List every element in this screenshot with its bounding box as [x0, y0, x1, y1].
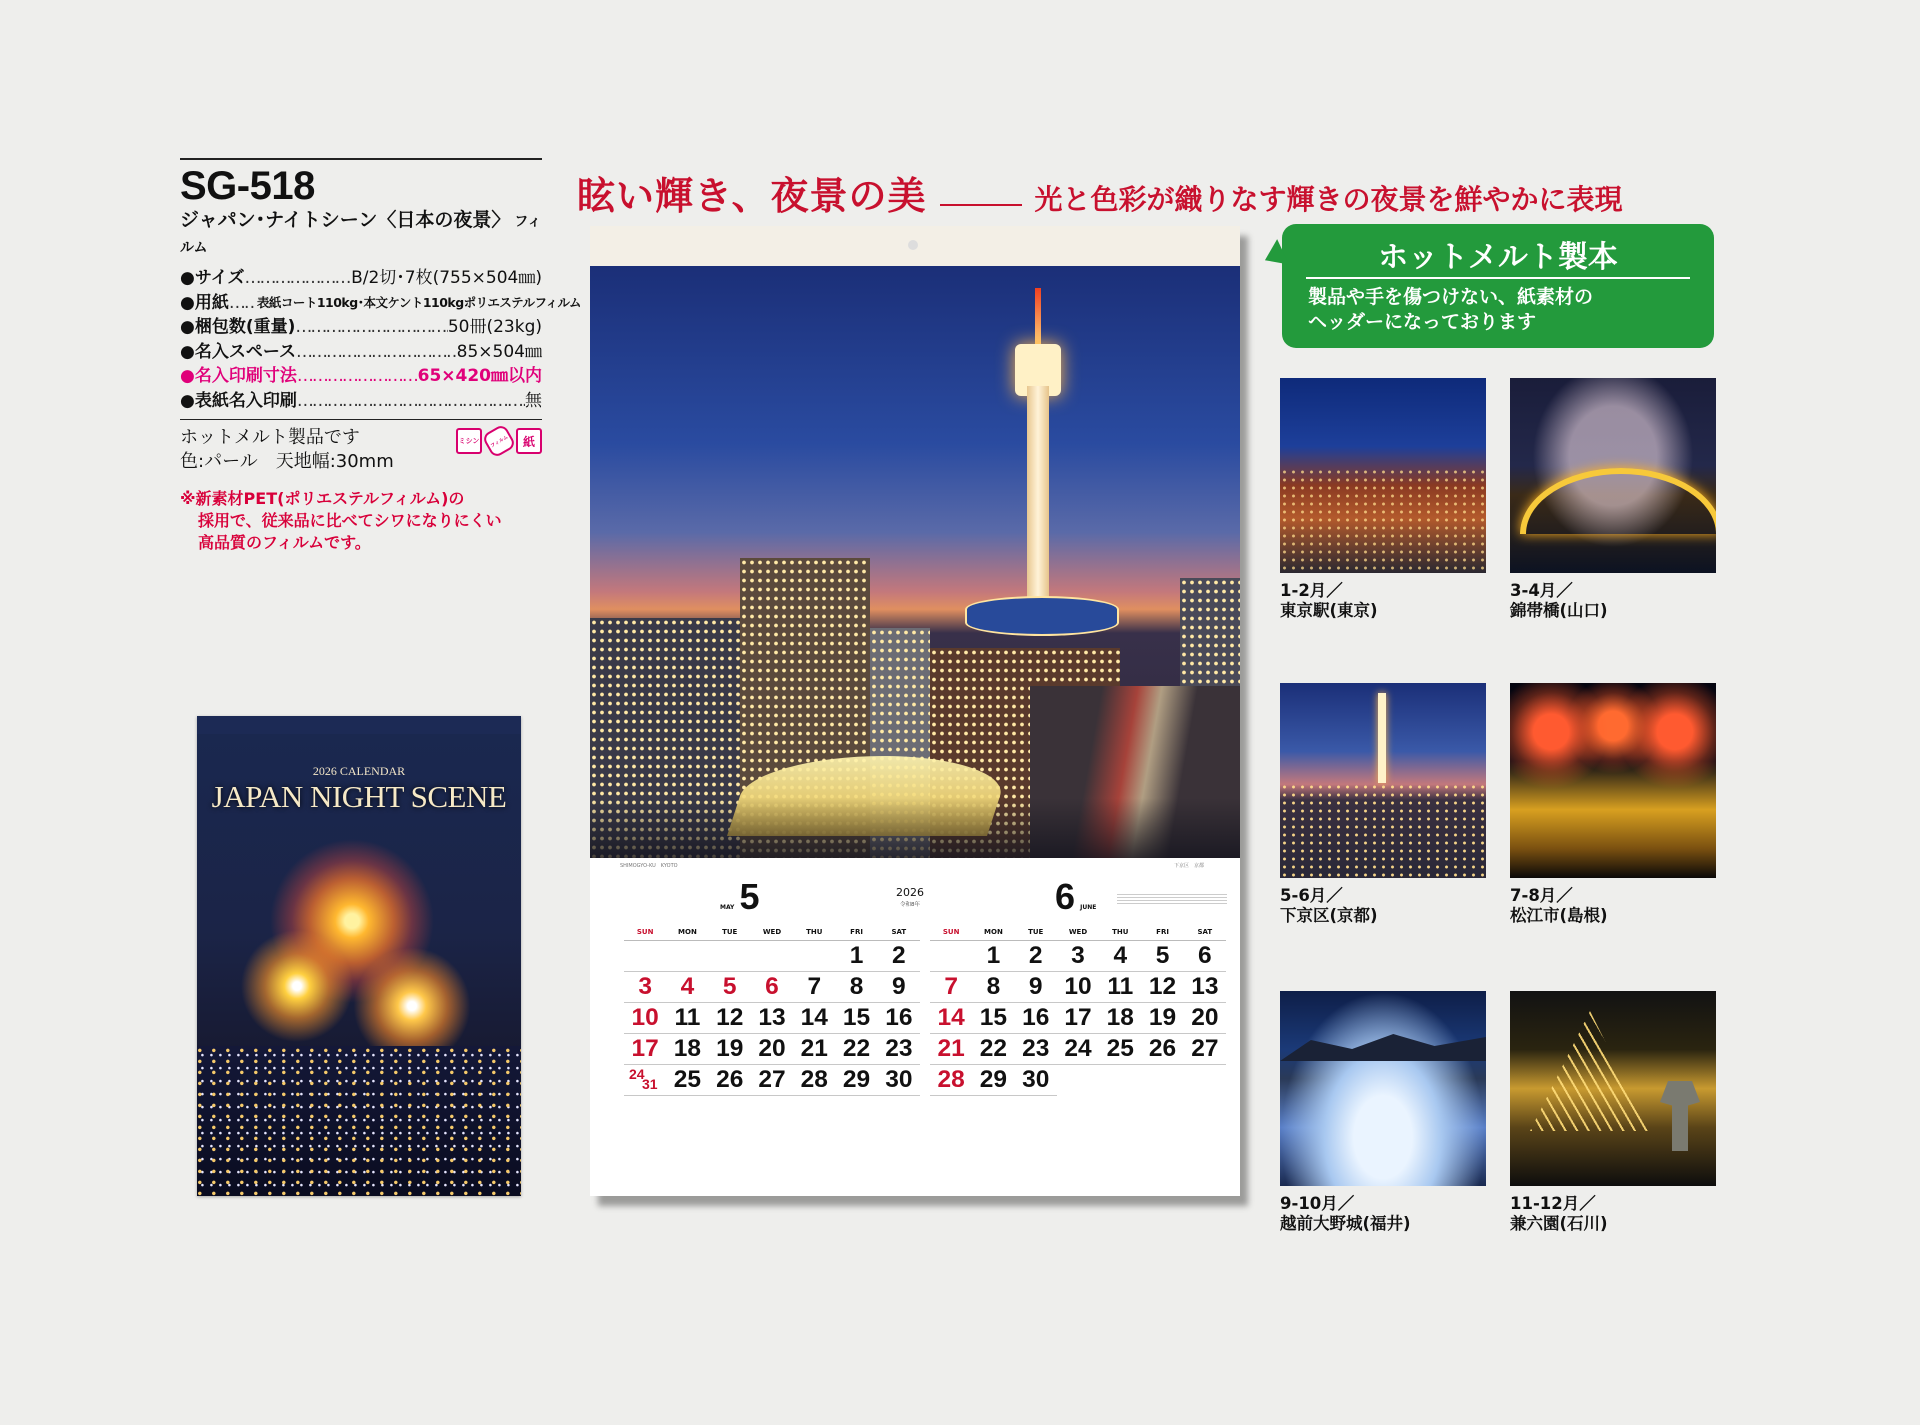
month-thumbnail: [1280, 683, 1486, 926]
calendar-day: 11: [1099, 972, 1141, 1003]
calendar-day: 9: [1015, 972, 1057, 1003]
calendar-header-binding: [590, 226, 1240, 266]
month-grid-june: [930, 928, 1226, 1096]
month-thumbnail: [1510, 378, 1716, 621]
shimogyo-kyoto-image: [1280, 683, 1486, 878]
calendar-day: 13: [1184, 972, 1226, 1003]
calendar-day: [930, 941, 972, 972]
month-thumbnail: [1510, 683, 1716, 926]
weekday-label: TUE: [1028, 928, 1044, 936]
headline-dash: [940, 204, 1022, 206]
calendar-day: 5: [709, 972, 751, 1003]
calendar-day: 4: [1099, 941, 1141, 972]
weekday-label: SUN: [636, 928, 654, 936]
calendar-day: 29: [972, 1065, 1014, 1096]
thumbnail-caption: [1280, 886, 1486, 926]
calendar-day: 9: [878, 972, 920, 1003]
month-thumbnail: [1280, 991, 1486, 1234]
thumbnail-caption: [1510, 886, 1716, 926]
tokyo-station-image: [1280, 378, 1486, 573]
thumbnail-caption: [1280, 581, 1486, 621]
weekday-label: SAT: [1197, 928, 1213, 936]
calendar-day: 7: [793, 972, 835, 1003]
thumbnail-months: 1-2月／: [1280, 581, 1343, 600]
callout-title: ホットメルト製本: [1378, 240, 1618, 275]
calendar-day: [709, 941, 751, 972]
calendar-day: 28: [930, 1065, 972, 1096]
feature-icons: [456, 428, 542, 454]
spec-cover-print: [180, 389, 542, 414]
calendar-day: 20: [751, 1034, 793, 1065]
spec-label: ●表紙名入印刷: [180, 390, 297, 411]
calendar-year-sub: 令和8年: [900, 902, 920, 908]
month-name: JUNE: [1080, 904, 1097, 911]
month-header-june: [1055, 876, 1096, 918]
photo-caption: [590, 858, 1240, 872]
spec-label: ●名入印刷寸法: [180, 366, 297, 386]
weekday-label: THU: [806, 928, 823, 936]
product-name-text: ジャパン･ナイトシーン〈日本の夜景〉: [180, 209, 511, 231]
calendar-day: 25: [666, 1065, 708, 1096]
thumbnail-caption: [1280, 1194, 1486, 1234]
weekday-header: [930, 928, 1226, 941]
calendar-day: 27: [751, 1065, 793, 1096]
calendar-day: 15: [972, 1003, 1014, 1034]
weekday-label: THU: [1112, 928, 1129, 936]
thumbnail-place: 松江市(島根): [1510, 906, 1608, 925]
weekday-label: WED: [762, 928, 782, 936]
calendar-day: 2: [1015, 941, 1057, 972]
calendar-day: 15: [835, 1003, 877, 1034]
calendar-day: 1: [835, 941, 877, 972]
calendar-day: 13: [751, 1003, 793, 1034]
spec-value: 65×420㎜以内: [417, 366, 542, 386]
calendar-day: 27: [1184, 1034, 1226, 1065]
headline: [577, 165, 1737, 220]
calendar-day: 12: [709, 1003, 751, 1034]
headline-main: 眩い輝き、夜景の美: [577, 173, 927, 218]
city-lights-image: [197, 1046, 521, 1196]
month-grid-may: [624, 928, 920, 1096]
photo-caption-left: SHIMOGYO-KU KYOTO: [620, 863, 678, 869]
calendar-day: 21: [793, 1034, 835, 1065]
thumbnail-place: 下京区(京都): [1280, 906, 1378, 925]
calendar-day: 14: [930, 1003, 972, 1034]
calendar-day: 17: [624, 1034, 666, 1065]
thumbnail-months: 9-10月／: [1280, 1194, 1355, 1213]
paper-icon: 紙: [516, 428, 542, 454]
calendar-day: 24: [1057, 1034, 1099, 1065]
calendar-day: 18: [666, 1034, 708, 1065]
calendar-day: 1: [972, 941, 1014, 972]
echizen-ono-castle-image: [1280, 991, 1486, 1186]
spec-packing: [180, 315, 542, 340]
spec-value: B/2切･7枚(755×504㎜): [351, 268, 542, 288]
kenrokuen-image: [1510, 991, 1716, 1186]
spec-label: ●梱包数(重量): [180, 317, 296, 337]
month-name: MAY: [720, 904, 735, 911]
calendar-day: 17: [1057, 1003, 1099, 1034]
photo-caption-right: 下京区 京都: [1173, 863, 1204, 869]
hotmelt-binding-callout: [1282, 224, 1714, 348]
calendar-day: 30: [1015, 1065, 1057, 1096]
calendar-day: 2: [878, 941, 920, 972]
weekday-label: SUN: [942, 928, 960, 936]
spec-value: 50冊(23kg): [447, 317, 542, 337]
headline-sub: 光と色彩が織りなす輝きの夜景を鮮やかに表現: [1034, 183, 1623, 216]
thumbnail-place: 東京駅(東京): [1280, 601, 1378, 620]
spec-print-size: [180, 364, 542, 389]
calendar-day: [1141, 1065, 1183, 1095]
product-model: SG-518: [180, 164, 315, 208]
calendar-day: 16: [878, 1003, 920, 1034]
thumbnail-caption: [1510, 581, 1716, 621]
calendar-day: 26: [709, 1065, 751, 1096]
spec-label: ●用紙: [180, 292, 229, 313]
calendar-day: [624, 941, 666, 972]
calendar-day: 6: [1184, 941, 1226, 972]
material-warning: [180, 488, 542, 554]
weekday-label: SAT: [891, 928, 907, 936]
calendar-day: 10: [1057, 972, 1099, 1003]
calendar-day: 6: [751, 972, 793, 1003]
calendar-day: 5: [1141, 941, 1183, 972]
calendar-day: [793, 941, 835, 972]
calendar-year: 2026: [896, 886, 924, 899]
calendar-day: 19: [709, 1034, 751, 1065]
calendar-day: [1057, 1065, 1099, 1095]
month-number: 5: [739, 876, 760, 917]
calendar-day: 8: [972, 972, 1014, 1003]
calendar-day: 3: [624, 972, 666, 1003]
weekday-label: WED: [1068, 928, 1088, 936]
matsue-fireworks-image: [1510, 683, 1716, 878]
calendar-day: [1099, 1065, 1141, 1095]
calendar-day: 16: [1015, 1003, 1057, 1034]
calendar-day: 23: [1015, 1034, 1057, 1065]
calendar-sample: [590, 226, 1240, 1196]
calendar-day: 10: [624, 1003, 666, 1034]
thumbnail-place: 兼六園(石川): [1510, 1214, 1608, 1233]
warning-line: 採用で、従来品に比べてシワになりにくい: [198, 511, 502, 530]
spec-name-space: [180, 340, 542, 365]
callout-desc: [1308, 285, 1593, 335]
month-header-may: [720, 876, 760, 918]
cover-calendar-label: 2026 CALENDAR: [312, 764, 406, 778]
spec-note: [180, 419, 542, 474]
product-name: [180, 208, 542, 260]
spec-value: 表紙コート110kg･本文ケント110kgポリエステルフィルム: [256, 294, 582, 310]
calendar-day: 12: [1141, 972, 1183, 1003]
calendar-day: 18: [1099, 1003, 1141, 1034]
thumbnail-place: 越前大野城(福井): [1280, 1214, 1411, 1233]
thumbnail-months: 11-12月／: [1510, 1194, 1596, 1213]
thumbnail-caption: [1510, 1194, 1716, 1234]
perforation-icon: ミシン: [456, 428, 482, 454]
calendar-day: 14: [793, 1003, 835, 1034]
thumbnail-months: 7-8月／: [1510, 886, 1573, 905]
weekday-label: MON: [984, 928, 1003, 936]
calendar-day: [666, 941, 708, 972]
month-thumbnail: [1510, 991, 1716, 1234]
calendar-day: 3: [1057, 941, 1099, 972]
calendar-day: [751, 941, 793, 972]
calendar-day: 26: [1141, 1034, 1183, 1065]
calendar-day: 8: [835, 972, 877, 1003]
spec-label: ●サイズ: [180, 268, 245, 288]
spec-value: 無: [525, 390, 542, 411]
calendar-day: 28: [793, 1065, 835, 1096]
weekday-label: TUE: [722, 928, 738, 936]
product-name-suffix: フィルム: [180, 214, 542, 256]
spec-top-rule: [180, 158, 542, 160]
kyoto-tower-photo: [590, 266, 1240, 858]
film-icon: フィルム: [481, 423, 517, 459]
warning-line: ※新素材PET(ポリエステルフィルム)の: [180, 489, 465, 508]
weekday-label: FRI: [1156, 928, 1169, 936]
thumbnail-months: 5-6月／: [1280, 886, 1343, 905]
note-color: 色:パール 天地幅:30mm: [180, 451, 394, 472]
hanging-hole-icon: [908, 240, 918, 250]
product-spec: [180, 158, 582, 554]
month-thumbnail: [1280, 378, 1486, 621]
thumbnail-place: 錦帯橋(山口): [1510, 601, 1608, 620]
note-hotmelt: ホットメルト製品です: [180, 427, 360, 448]
callout-desc-line: 製品や手を傷つけない、紙素材の: [1308, 286, 1594, 308]
spec-paper: [180, 291, 582, 316]
calendar-day: 4: [666, 972, 708, 1003]
month-number: 6: [1055, 876, 1076, 917]
calendar-day: 29: [835, 1065, 877, 1096]
calendar-day: 23: [878, 1034, 920, 1065]
kintai-bridge-image: [1510, 378, 1716, 573]
spec-label: ●名入スペース: [180, 341, 296, 362]
calendar-day: 21: [930, 1034, 972, 1065]
weekday-label: FRI: [850, 928, 863, 936]
calendar-day: 22: [835, 1034, 877, 1065]
calendar-day: 30: [878, 1065, 920, 1096]
cover-title: JAPAN NIGHT SCENE: [211, 779, 507, 814]
weekday-label: MON: [678, 928, 697, 936]
calendar-day: 20: [1184, 1003, 1226, 1034]
spec-value: 85×504㎜: [456, 341, 542, 362]
calendar-day: 19: [1141, 1003, 1183, 1034]
warning-line: 高品質のフィルムです。: [198, 533, 371, 552]
calendar-day: 24 31: [624, 1065, 666, 1096]
calendar-day: 11: [666, 1003, 708, 1034]
spec-size: [180, 266, 542, 291]
calendar-day: 25: [1099, 1034, 1141, 1065]
callout-desc-line: ヘッダーになっております: [1308, 311, 1537, 333]
calendar-day: 7: [930, 972, 972, 1003]
calendar-day: [1184, 1065, 1226, 1095]
weekday-header: [624, 928, 920, 941]
calendar-day: 22: [972, 1034, 1014, 1065]
thumbnail-months: 3-4月／: [1510, 581, 1573, 600]
cover-thumbnail: [197, 716, 521, 1196]
